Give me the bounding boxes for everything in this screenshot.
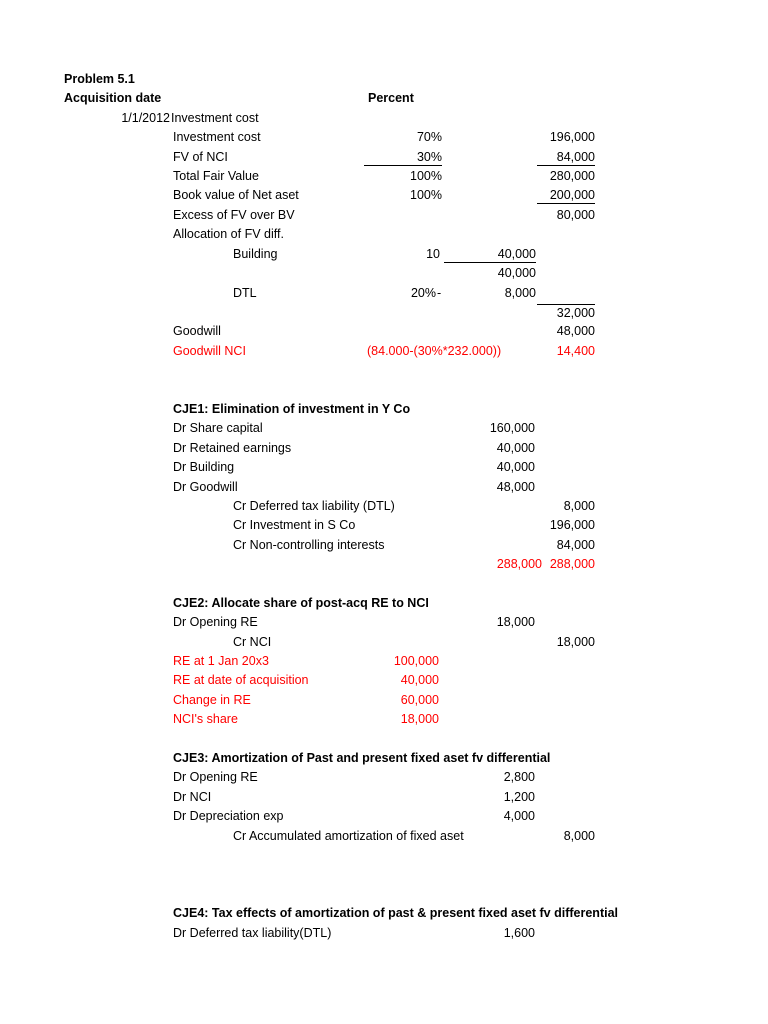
percent-header: Percent bbox=[368, 91, 414, 105]
row-label: Investment cost bbox=[173, 130, 261, 144]
calc-label: RE at 1 Jan 20x3 bbox=[173, 654, 269, 668]
debit-label: Dr Opening RE bbox=[173, 770, 258, 784]
row-percent: 30% bbox=[364, 149, 442, 166]
credit-amount: 196,000 bbox=[549, 518, 595, 532]
debit-label: Dr Building bbox=[173, 460, 235, 474]
goodwill-nci-formula: (84.000-(30%*232.000)) bbox=[367, 344, 502, 358]
acquisition-date: 1/1/2012 bbox=[121, 111, 170, 125]
net-amount: 32,000 bbox=[537, 304, 595, 321]
credit-label: Cr Investment in S Co bbox=[233, 518, 356, 532]
goodwill-nci-amount: 14,400 bbox=[556, 344, 595, 358]
building-label: Building bbox=[233, 247, 278, 261]
dtl-dash: - bbox=[437, 286, 442, 300]
credit-amount: 18,000 bbox=[556, 635, 595, 649]
row-percent: 70% bbox=[416, 130, 442, 144]
building-value: 10 bbox=[426, 247, 440, 261]
debit-label: Dr Deferred tax liability(DTL) bbox=[173, 926, 332, 940]
credit-amount: 84,000 bbox=[556, 538, 595, 552]
debit-amount: 1,600 bbox=[503, 926, 535, 940]
debit-label: Dr Depreciation exp bbox=[173, 809, 284, 823]
debit-amount: 160,000 bbox=[489, 421, 535, 435]
dtl-rate: 20% bbox=[410, 286, 436, 300]
calc-label: Change in RE bbox=[173, 693, 251, 707]
calc-label: RE at date of acquisition bbox=[173, 673, 309, 687]
row-label: Total Fair Value bbox=[173, 169, 259, 183]
credit-amount: 8,000 bbox=[563, 829, 595, 843]
debit-amount: 40,000 bbox=[496, 441, 535, 455]
row-label: Excess of FV over BV bbox=[173, 208, 295, 222]
row-amount: 200,000 bbox=[537, 187, 595, 204]
cje2-title: CJE2: Allocate share of post-acq RE to NCI bbox=[173, 596, 429, 610]
calc-label: NCI's share bbox=[173, 712, 238, 726]
debit-label: Dr Share capital bbox=[173, 421, 263, 435]
building-subtotal: 40,000 bbox=[497, 266, 536, 280]
credit-label: Cr Deferred tax liability (DTL) bbox=[233, 499, 395, 513]
debit-label: Dr Opening RE bbox=[173, 615, 258, 629]
dtl-amount: 8,000 bbox=[504, 286, 536, 300]
debit-amount: 48,000 bbox=[496, 480, 535, 494]
calc-amount: 100,000 bbox=[393, 654, 439, 668]
credit-label: Cr Non-controlling interests bbox=[233, 538, 385, 552]
debit-amount: 2,800 bbox=[503, 770, 535, 784]
debit-label: Dr Retained earnings bbox=[173, 441, 292, 455]
goodwill-amount: 48,000 bbox=[556, 324, 595, 338]
goodwill-nci-label: Goodwill NCI bbox=[173, 344, 246, 358]
row-amount: 280,000 bbox=[549, 169, 595, 183]
row-label: FV of NCI bbox=[173, 150, 228, 164]
debit-label: Dr Goodwill bbox=[173, 480, 238, 494]
building-amount: 40,000 bbox=[444, 246, 536, 263]
credit-label: Cr Accumulated amortization of fixed aset bbox=[233, 829, 464, 843]
credit-label: Cr NCI bbox=[233, 635, 272, 649]
dtl-label: DTL bbox=[233, 286, 257, 300]
debit-amount: 1,200 bbox=[503, 790, 535, 804]
calc-amount: 18,000 bbox=[400, 712, 439, 726]
cje1-title: CJE1: Elimination of investment in Y Co bbox=[173, 402, 411, 416]
debit-amount: 4,000 bbox=[503, 809, 535, 823]
goodwill-label: Goodwill bbox=[173, 324, 221, 338]
investment-cost-heading: Investment cost bbox=[171, 111, 259, 125]
debit-label: Dr NCI bbox=[173, 790, 212, 804]
row-label: Book value of Net aset bbox=[173, 188, 299, 202]
credit-amount: 8,000 bbox=[563, 499, 595, 513]
calc-amount: 60,000 bbox=[400, 693, 439, 707]
row-amount: 84,000 bbox=[537, 149, 595, 166]
cje3-title: CJE3: Amortization of Past and present fixed aset fv differential bbox=[173, 751, 551, 765]
row-amount: 196,000 bbox=[549, 130, 595, 144]
debit-amount: 18,000 bbox=[496, 615, 535, 629]
debit-amount: 40,000 bbox=[496, 460, 535, 474]
allocation-label: Allocation of FV diff. bbox=[173, 227, 284, 241]
row-percent: 100% bbox=[410, 169, 442, 183]
problem-title: Problem 5.1 bbox=[64, 72, 135, 86]
row-percent: 100% bbox=[410, 188, 442, 202]
row-amount: 80,000 bbox=[556, 208, 595, 222]
cje4-title: CJE4: Tax effects of amortization of past & present fixed aset fv differential bbox=[173, 906, 619, 920]
calc-amount: 40,000 bbox=[400, 673, 439, 687]
cje1-total-debit: 288,000 bbox=[496, 557, 542, 571]
acquisition-date-label: Acquisition date bbox=[64, 91, 162, 105]
cje1-total-credit: 288,000 bbox=[549, 557, 595, 571]
